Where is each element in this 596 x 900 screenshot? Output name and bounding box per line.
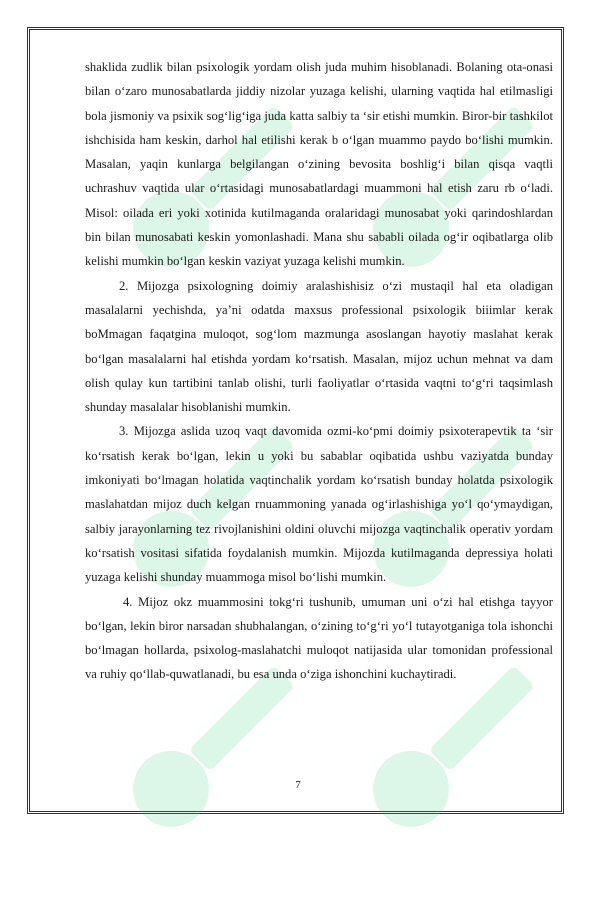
paragraph-1: shaklida zudlik bilan psixologik yordam olish juda muhim hisoblanadi. Bolaning ota-onasi bilan o‘zaro munosabatlarda jiddiy nizolar yuzaga kelishi, ularning vaqtida hal etilmasligi bola jismoniy va psixik sog‘lig‘iga juda katta salbiy ta ‘sir etishi mumkin. Biror-bir tashkilot ishchisida ham keskin, darhol hal etilishi kerak b o‘lgan muammo paydo bo‘lishi mumkin. Masalan, yaqin kunlarga belgilangan o‘zining bevosita boshlig‘i bilan qisqa vaqtli uchrashuv vaqtida ular o‘rtasidagi munosabatlardagi muammoni hal etish zaru rb o‘ladi. Misol: oilada eri yoki xotinida kutilmaganda oralaridagi munosabat yoki qarindoshlardan bin bilan munosabati keskin yomonlashadi. Mana shu sababli oilada og‘ir oqibatlarga olib kelishi mumkin bo‘lgan keskin vaziyat yuzaga kelishi mumkin.	[85, 60, 553, 269]
document-body	[85, 55, 553, 687]
page-number: 7	[295, 779, 301, 791]
paragraph-4: 4. Mijoz okz muammosini tokg‘ri tushunib, umuman uni o‘zi hal etishga tayyor bo‘lgan, lekin biror narsadan shubhalangan, o‘zining to‘g‘ri yo‘l tutayotganiga tola ishonchi bo‘lmagan hollarda, psixolog-maslahatchi muloqot natijasida ular tomonidan professional va ruhiy qo‘llab-quwatlanadi, bu esa unda o‘ziga ishonchini kuchaytiradi.	[85, 594, 553, 682]
paragraph-3: 3. Mijozga aslida uzoq vaqt davomida ozmi-ko‘pmi doimiy psixoterapevtik ta ‘sir ko‘rsatish kerak bo‘lgan, lekin u yoki bu sabablar oqibatida ushbu vaziyatda bunday imkoniyati bo‘lmagan holatida vaqtinchalik yordam ko‘rsatish bunday holatda psixologik maslahatdan mijoz duch kelgan rnuammoning yanada og‘irlashishiga yo‘l qo‘ymaydigan, salbiy jarayonlarning tez rivojlanishini oldini oluvchi mijozga vaqtinchalik operativ yordam ko‘rsatish vositasi sifatida foydalanish mumkin. Mijozda kutilmaganda depressiya holati yuzaga kelishi shunday muammoga misol bo‘lishi mumkin.	[85, 424, 553, 585]
paragraph-2: 2. Mijozga psixologning doimiy aralashishisiz o‘zi mustaqil hal eta oladigan masalalarni yechishda, ya’ni odatda maxsus professional psixologik biiimlar kerak boMmagan faqatgina muloqot, sog‘lom mazmunga asoslangan hayotiy maslahat kerak bo‘lgan masalalarni hal etishda yordam ko‘rsatish. Masalan, mijoz uchun mehnat va dam olish qulay kun tartibini tanlab olishi, turli faoliyatlar o‘rtasida vaqtni to‘g‘ri taqsimlash shunday masalalar hisoblanishi mumkin.	[85, 278, 553, 415]
